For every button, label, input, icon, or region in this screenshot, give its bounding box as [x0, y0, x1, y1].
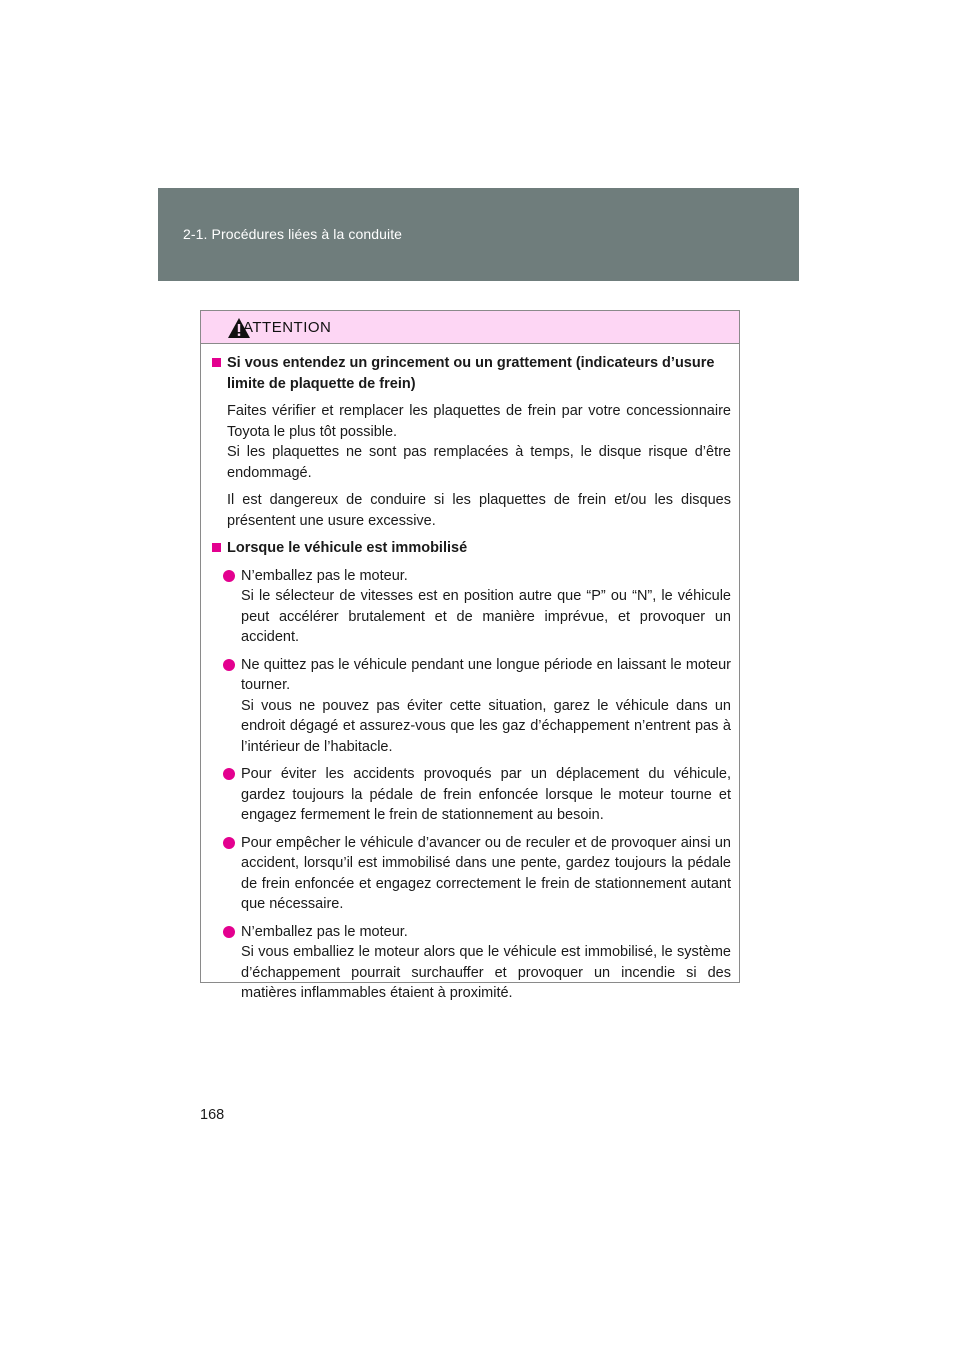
list-item-line: Ne quittez pas le véhicule pendant une longue période en laissant le moteur tourner.	[241, 656, 731, 693]
list-item	[211, 566, 731, 648]
list-item-line: Si vous ne pouvez pas éviter cette situation, garez le véhicule dans un endroit dégagé et assurez-vous que les gaz d’échappement n’entrent pas à l’intérieur de l’habitacle.	[241, 697, 731, 755]
warning-title: ATTENTION	[243, 319, 332, 336]
section-heading	[211, 538, 731, 559]
list-item-line: Si vous emballiez le moteur alors que le véhicule est immobilisé, le système d’échappement pourrait surchauffer et provoquer un incendie si des matières inflammables étaient à proximité.	[241, 944, 731, 1001]
warning-body	[201, 344, 739, 1004]
paragraph-line: Si les plaquettes ne sont pas remplacées à temps, le disque risque d’être endommagé.	[227, 444, 731, 481]
circle-bullet-icon	[223, 926, 235, 938]
section-heading-text: Lorsque le véhicule est immobilisé	[227, 540, 468, 556]
section-heading-text: Si vous entendez un grincement ou un grattement (indicateurs d’usure limite de plaquette de frein)	[227, 355, 715, 392]
section-heading	[211, 353, 731, 394]
list-item-line: Pour éviter les accidents provoqués par un déplacement du véhicule, gardez toujours la pédale de frein enfoncée lorsque le moteur tourne et engagez fermement le frein de stationnement au besoin.	[241, 766, 731, 823]
paragraph	[211, 490, 731, 531]
paragraph-line: Faites vérifier et remplacer les plaquettes de frein par votre concessionnaire Toyota le plus tôt possible.	[227, 403, 731, 440]
circle-bullet-icon	[223, 837, 235, 849]
circle-bullet-icon	[223, 570, 235, 582]
list-item-line: Si le sélecteur de vitesses est en position autre que “P” ou “N”, le véhicule peut accélérer brutalement et de manière imprévue, et provoquer un accident.	[241, 588, 731, 645]
list-item-line: N’emballez pas le moteur.	[241, 923, 408, 940]
paragraph	[211, 401, 731, 483]
list-item	[211, 833, 731, 915]
square-bullet-icon	[212, 358, 221, 367]
warning-header	[201, 311, 739, 344]
page-number: 168	[200, 1107, 225, 1123]
section-title: 2-1. Procédures liées à la conduite	[183, 226, 403, 242]
paragraph-line: Il est dangereux de conduire si les plaquettes de frein et/ou les disques présentent une usure excessive.	[227, 492, 731, 529]
circle-bullet-icon	[223, 768, 235, 780]
list-item	[211, 764, 731, 826]
warning-box	[200, 310, 740, 1001]
list-item	[211, 655, 731, 758]
list-item-line: Pour empêcher le véhicule d’avancer ou de reculer et de provoquer ainsi un accident, lorsqu’il est immobilisé dans une pente, gardez toujours la pédale de frein enfoncée et engagez correctement le frein de stationnement autant que nécessaire.	[241, 834, 731, 912]
list-item-line: N’emballez pas le moteur.	[241, 567, 408, 584]
square-bullet-icon	[212, 543, 221, 552]
list-item	[211, 922, 731, 1004]
chapter-header-band	[158, 188, 799, 281]
circle-bullet-icon	[223, 659, 235, 671]
